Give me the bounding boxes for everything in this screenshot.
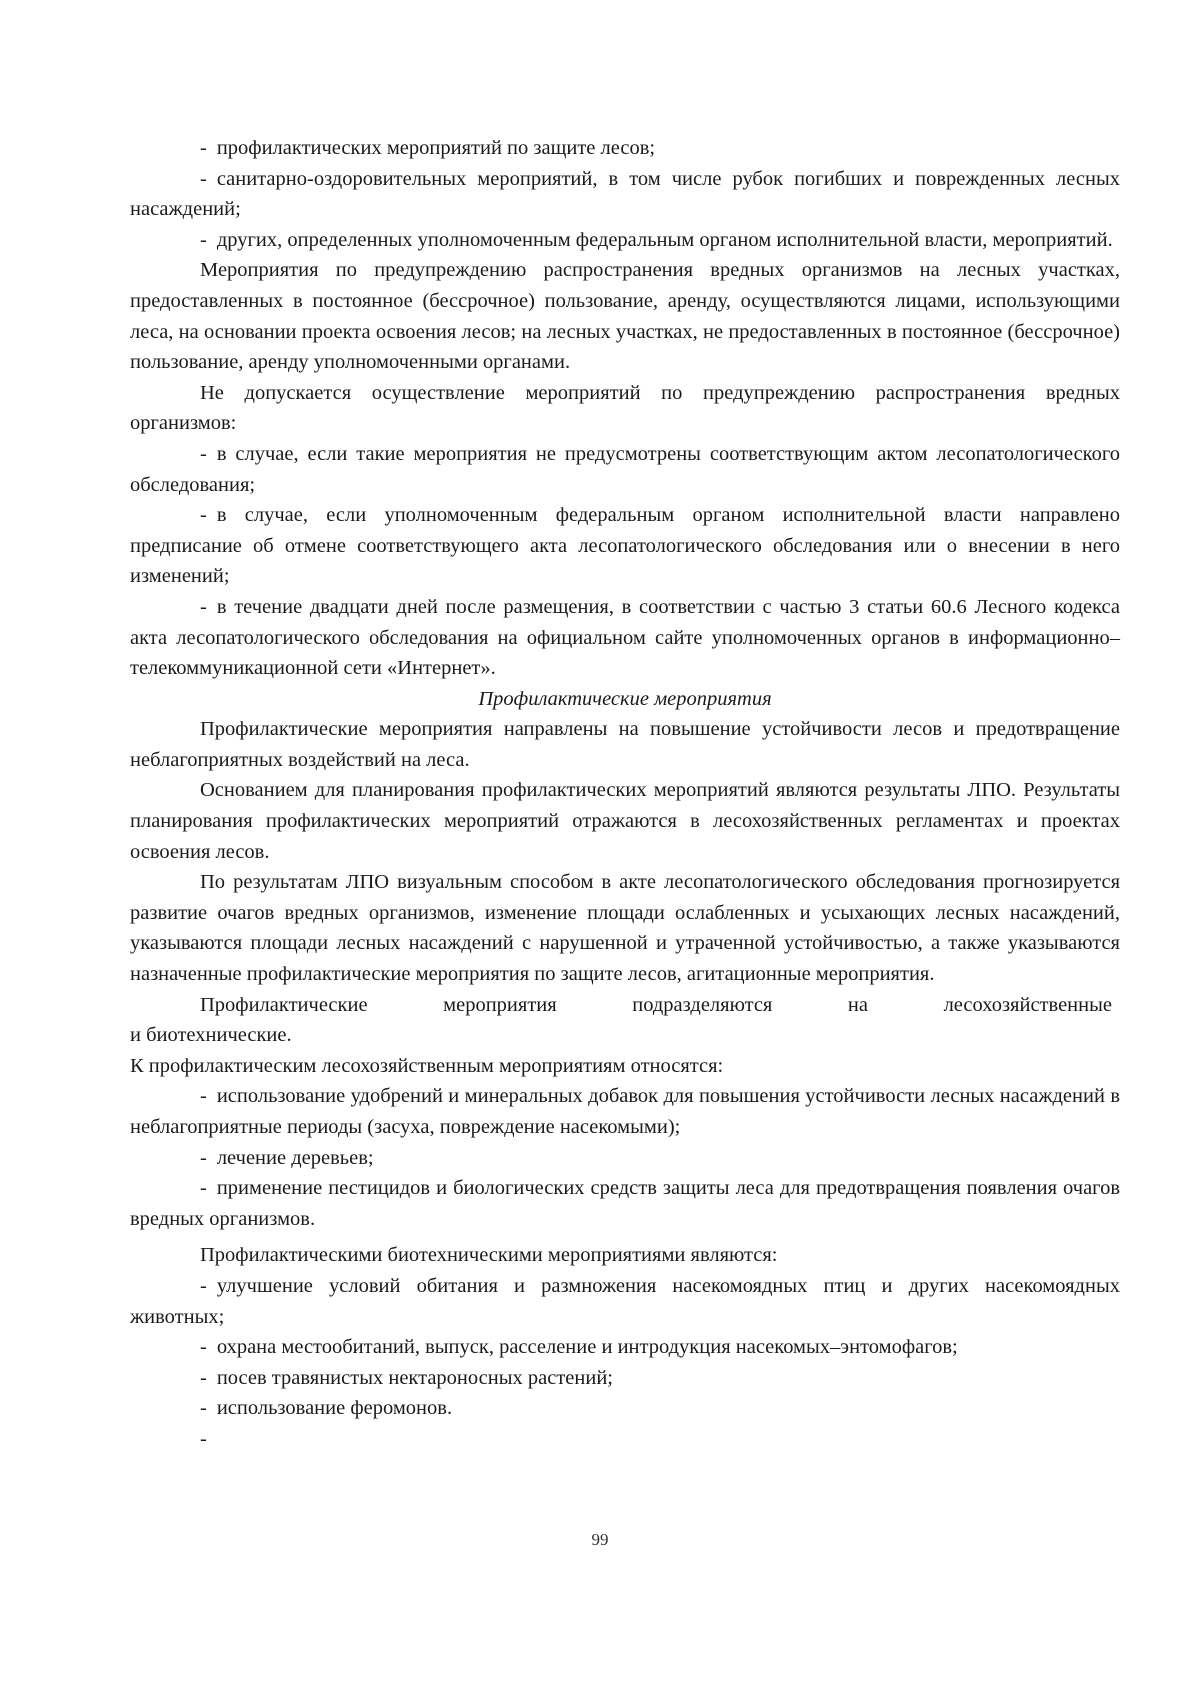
paragraph: Мероприятия по предупреждению распространения вредных организмов на лесных участках, предоставленных в постоянное (бессрочное) пользование, аренду, осуществляются лицами, использующими леса, на основании проекта освоения лесов; на лесных участках, не предоставленных в постоянное (бессрочное) пользование, аренду уполномоченными органами. xyxy=(130,259,1120,374)
dash-marker: - xyxy=(200,137,207,159)
dash-marker: - xyxy=(200,1397,207,1420)
word: на xyxy=(847,993,868,1016)
list-item xyxy=(130,500,1120,592)
list-item xyxy=(130,1081,1120,1142)
list-item xyxy=(130,225,1120,256)
paragraph-spread-line xyxy=(130,990,1120,1021)
list-item-text: профилактических мероприятий по защите лесов; xyxy=(216,137,656,159)
dash-marker: - xyxy=(200,1177,207,1200)
list-item xyxy=(130,1173,1120,1234)
list-item xyxy=(130,133,1120,164)
word: лесохозяйственные xyxy=(943,993,1112,1016)
list-item-text: охрана местообитаний, выпуск, расселение и интродукция насекомых–энтомофагов; xyxy=(216,1336,958,1359)
section-title: Профилактические мероприятия xyxy=(478,687,772,710)
list-item xyxy=(130,164,1120,225)
list-item xyxy=(130,1393,1120,1424)
dash-marker: - xyxy=(200,1366,207,1389)
dash-marker: - xyxy=(200,504,207,527)
list-item-text: других, определенных уполномоченным федеральным органом исполнительной власти, мероприятий. xyxy=(216,228,1113,251)
list-item-text: санитарно-оздоровительных мероприятий, в том числе рубок погибших и поврежденных лесных насаждений; xyxy=(130,167,1120,221)
list-item-text: лечение деревьев; xyxy=(216,1146,374,1169)
empty-list-item xyxy=(130,1424,1120,1455)
dash-marker: - xyxy=(200,1146,207,1169)
dash-marker: - xyxy=(200,167,207,190)
paragraph: Основанием для планирования профилактических мероприятий являются результаты ЛПО. Результаты планирования профилактических мероприятий отражаются в лесохозяйственных регламентах и проектах освоения лесов. xyxy=(130,779,1120,863)
list-item xyxy=(130,592,1120,684)
paragraph: Не допускается осуществление мероприятий по предупреждению распространения вредных организмов: xyxy=(130,381,1120,435)
list-item xyxy=(130,1143,1120,1174)
list-item-text: использование удобрений и минеральных добавок для повышения устойчивости лесных насаждений в неблагоприятные периоды (засуха, повреждение насекомыми); xyxy=(130,1085,1120,1138)
list-item xyxy=(130,1332,1120,1363)
list-item-text: применение пестицидов и биологических средств защиты леса для предотвращения появления очагов вредных организмов. xyxy=(130,1177,1120,1230)
document-page xyxy=(130,133,1120,1455)
dash-marker: - xyxy=(200,1085,207,1108)
paragraph: К профилактическим лесохозяйственным мероприятиям относятся: xyxy=(130,1054,724,1077)
dash-marker: - xyxy=(200,595,207,618)
list-item-text: в течение двадцати дней после размещения, в соответствии с частью 3 статьи 60.6 Лесного кодекса акта лесопатологического обследования на официальном сайте уполномоченных органов в информационно–телекоммуникационной сети «Интернет». xyxy=(130,595,1120,680)
list-item-text: использование феромонов. xyxy=(216,1397,453,1420)
word: Профилактические xyxy=(200,993,368,1016)
paragraph: Профилактическими биотехническими мероприятиями являются: xyxy=(200,1244,778,1267)
list-item xyxy=(130,439,1120,500)
paragraph: Профилактические мероприятия направлены на повышение устойчивости лесов и предотвращение неблагоприятных воздействий на леса. xyxy=(130,718,1120,771)
list-item-text: посев травянистых нектароносных растений; xyxy=(216,1366,613,1389)
list-item xyxy=(130,1271,1120,1332)
list-item-text: в случае, если такие мероприятия не предусмотрены соответствующим актом лесопатологического обследования; xyxy=(130,442,1120,496)
word: мероприятия xyxy=(443,993,557,1016)
page-number: 99 xyxy=(591,1530,609,1549)
dash-marker: - xyxy=(200,1427,207,1450)
list-item xyxy=(130,1363,1120,1394)
paragraph-tail: и биотехнические. xyxy=(130,1024,292,1047)
dash-marker: - xyxy=(200,1336,207,1359)
list-item-text: улучшение условий обитания и размножения насекомоядных птиц и других насекомоядных животных; xyxy=(130,1274,1120,1328)
list-item-text: в случае, если уполномоченным федеральным органом исполнительной власти направлено предписание об отмене соответствующего акта лесопатологического обследования или о внесении в него изменений; xyxy=(130,504,1120,588)
dash-marker: - xyxy=(200,442,207,465)
word: подразделяются xyxy=(632,993,773,1016)
dash-marker: - xyxy=(200,228,207,251)
dash-marker: - xyxy=(200,1274,207,1297)
paragraph: По результатам ЛПО визуальным способом в акте лесопатологического обследования прогнозируется развитие очагов вредных организмов, изменение площади ослабленных и усыхающих лесных насаждений, указываются площади лесных насаждений с нарушенной и утраченной устойчивостью, а также указываются назначенные профилактические мероприятия по защите лесов, агитационные мероприятия. xyxy=(130,871,1120,986)
